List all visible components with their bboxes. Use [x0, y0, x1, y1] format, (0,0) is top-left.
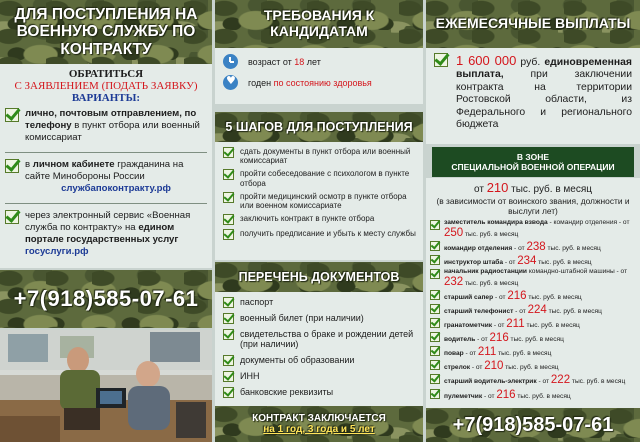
pay-amount: 224: [527, 304, 547, 317]
list-item: [430, 269, 637, 288]
pay-amount: 216: [507, 290, 527, 303]
column-payments: [426, 0, 640, 442]
pay-amount: 234: [517, 255, 537, 268]
position-name: пулеметчик: [444, 392, 483, 400]
document-text: свидетельства о браке и рождении детей (при наличии): [240, 329, 414, 350]
list-item: [430, 389, 637, 401]
document-text: военный билет (при наличии): [240, 313, 364, 323]
option-text-bold: лично, почтовым отправлением, по телефону: [25, 108, 197, 131]
step-text: получить предписание и убыть к месту службы: [240, 229, 416, 239]
pay-unit: тыс. руб. в месяц: [515, 392, 571, 400]
position-name: инструктор штаба: [444, 259, 504, 267]
pay-unit: тыс. руб. в месяц: [503, 364, 559, 372]
list-item: [5, 108, 207, 144]
step-text: сдать документы в пункт отбора или военный комиссариат: [240, 147, 411, 166]
intro-variants-label: ВАРИАНТЫ:: [71, 92, 141, 104]
pay-unit: тыс. руб. в месяц: [545, 244, 601, 252]
monthly-min-amount: 210: [486, 180, 509, 195]
option-text: в: [25, 158, 33, 170]
pay-unit: тыс. руб. в месяц: [570, 378, 626, 386]
list-item: [223, 387, 419, 398]
pay-text: - командир отделения - от: [547, 219, 630, 226]
checkmark-icon: [430, 241, 440, 251]
recruitment-photo: [0, 330, 212, 442]
checkmark-icon: [223, 297, 234, 308]
list-item: [430, 374, 637, 386]
position-name: повар: [444, 350, 464, 358]
pay-unit: тыс. руб. в месяц: [463, 280, 519, 288]
list-item: [223, 371, 419, 382]
requirements-list: [215, 48, 423, 104]
contract-site-link[interactable]: службапоконтракту.рф: [61, 182, 171, 194]
phone-number[interactable]: +7(918)585-07-61: [426, 408, 640, 442]
column-title: ТРЕБОВАНИЯ К КАНДИДАТАМ: [215, 0, 423, 48]
pay-text: - от: [513, 308, 528, 316]
list-item: [223, 214, 419, 225]
contract-terms: на 1 год, 3 года и 5 лет: [263, 424, 375, 435]
checkmark-icon: [430, 269, 440, 279]
document-text: ИНН: [240, 370, 260, 381]
contract-terms-banner: [215, 406, 423, 442]
checkmark-icon: [223, 214, 234, 225]
pay-text: - от: [536, 378, 551, 386]
checkmark-icon: [223, 371, 234, 382]
heart-icon: [223, 75, 238, 90]
monthly-note: (в зависимости от воинского звания, должности и выслуги лет): [436, 196, 630, 217]
pay-unit: тыс. руб. в месяц: [526, 294, 582, 302]
checkmark-icon: [5, 210, 19, 224]
pay-text: - от: [470, 364, 485, 372]
option-text: в пункт отбора или военный комиссариат: [25, 119, 200, 143]
checkmark-icon: [430, 360, 440, 370]
monthly-from: от 210 тыс. руб. в месяц (в зависимости от воинского звания, должности и выслуги лет): [426, 178, 640, 218]
checkmark-icon: [5, 108, 19, 122]
pay-unit: тыс. руб. в месяц: [546, 308, 602, 316]
checkmark-icon: [430, 290, 440, 300]
checkmark-icon: [223, 229, 234, 240]
position-name: водитель: [444, 336, 476, 344]
step-text: пройти медицинский осмотр в пункте отбора или военном комиссариате: [240, 191, 407, 210]
list-item: [430, 318, 637, 330]
lump-sum-label: единовременная выплата,: [456, 57, 632, 81]
position-name: командир отделения: [444, 244, 513, 252]
apply-intro: [0, 64, 212, 104]
pay-amount: 222: [550, 374, 571, 387]
column-requirements: [215, 0, 423, 442]
pay-unit: тыс. руб. в месяц: [508, 336, 564, 344]
divider: [5, 203, 207, 204]
pay-text: - от: [503, 259, 518, 267]
position-name: гранатометчик: [444, 322, 493, 330]
position-name: заместитель командира взвода: [444, 219, 548, 226]
pay-by-position-list: [426, 218, 640, 408]
checkmark-icon: [223, 147, 234, 158]
list-item: [223, 355, 419, 366]
column-title: ДЛЯ ПОСТУПЛЕНИЯ НА ВОЕННУЮ СЛУЖБУ ПО КОНТРАКТУ: [0, 0, 212, 64]
pay-unit: тыс. руб. в месяц: [496, 350, 552, 358]
step-text: пройти собеседование с психологом в пункте отбора: [240, 169, 410, 188]
intro-subheading: С ЗАЯВЛЕНИЕМ (ПОДАТЬ ЗАЯВКУ): [14, 80, 198, 92]
step-text: заключить контракт в пункте отбора: [240, 214, 375, 224]
apply-options-list: [0, 104, 212, 268]
list-item: [430, 241, 637, 253]
pay-text: - от: [463, 350, 478, 358]
intro-heading: ОБРАТИТЬСЯ: [68, 68, 144, 80]
checkmark-icon: [430, 346, 440, 356]
list-item: [223, 192, 419, 210]
pay-text: командно-штабной машины - от: [526, 268, 628, 276]
list-item: [5, 210, 207, 258]
pay-amount: 210: [484, 360, 504, 373]
clock-icon: [223, 54, 238, 69]
checkmark-icon: [223, 192, 234, 203]
requirement-health: ♥ годен по состоянию здоровья: [223, 75, 417, 90]
pay-text: - от: [482, 392, 497, 400]
checkmark-icon: [430, 332, 440, 342]
requirement-age: возраст от 18 лет: [223, 54, 417, 69]
pay-amount: 216: [489, 332, 509, 345]
checkmark-icon: [430, 318, 440, 328]
checkmark-icon: [430, 255, 440, 265]
checkmark-icon: [223, 355, 234, 366]
pay-unit: тыс. руб. в месяц: [463, 230, 519, 238]
pay-amount: 250: [444, 226, 464, 239]
pay-text: - от: [512, 244, 527, 252]
list-item: [430, 332, 637, 344]
pay-amount: 211: [506, 318, 525, 331]
list-item: [430, 255, 637, 267]
option-text: через электронный сервис «Военная служба по контракту» на: [25, 209, 191, 233]
pay-amount: 211: [477, 346, 497, 359]
checkmark-icon: [430, 374, 440, 384]
list-item: [430, 304, 637, 316]
documents-title: ПЕРЕЧЕНЬ ДОКУМЕНТОВ: [215, 262, 423, 292]
checkmark-icon: [223, 169, 234, 180]
list-item: [430, 220, 637, 239]
list-item: [430, 346, 637, 358]
pay-amount: 216: [496, 388, 516, 401]
pay-unit: тыс. руб. в месяц: [524, 322, 580, 330]
option-text-bold: едином портале государственных услуг: [25, 221, 179, 245]
checkmark-icon: [223, 329, 234, 340]
list-item: [223, 229, 419, 240]
pay-amount: 238: [526, 240, 546, 253]
column-title: ЕЖЕМЕСЯЧНЫЕ ВЫПЛАТЫ: [426, 0, 640, 48]
list-item: [223, 313, 419, 324]
pay-amount: 232: [444, 276, 464, 289]
contract-title: КОНТРАКТ ЗАКЛЮЧАЕТСЯ: [252, 412, 386, 424]
documents-list: [215, 292, 423, 406]
pay-text: - от: [475, 336, 490, 344]
list-item: [430, 290, 637, 302]
checkmark-icon: [223, 387, 234, 398]
checkmark-icon: [434, 53, 448, 67]
document-text: банковские реквизиты: [240, 386, 334, 397]
steps-list: [215, 142, 423, 260]
phone-number[interactable]: +7(918)585-07-61: [0, 270, 212, 328]
document-text: документы об образовании: [240, 354, 355, 365]
list-item: [5, 159, 207, 195]
steps-title: 5 ШАГОВ ДЛЯ ПОСТУПЛЕНИЯ: [215, 112, 423, 142]
position-name: старший водитель-электрик: [444, 378, 537, 386]
svo-zone-banner: В ЗОНЕ СПЕЦИАЛЬНОЙ ВОЕННОЙ ОПЕРАЦИИ: [432, 147, 634, 177]
gosuslugi-link[interactable]: госуслуги.рф: [25, 245, 89, 257]
option-text: гражданина на сайте Минобороны России: [25, 158, 184, 182]
list-item: [223, 147, 419, 165]
pay-unit: тыс. руб. в месяц: [536, 259, 592, 267]
lump-sum-text: при заключении контракта на территории Ростовской области, из Федерального и регионального бюджета: [456, 69, 632, 131]
column-how-to-apply: [0, 0, 212, 442]
pay-text: - от: [493, 294, 508, 302]
pay-text: - от: [492, 322, 507, 330]
list-item: [223, 169, 419, 187]
list-item: [223, 329, 419, 350]
divider: [5, 152, 207, 153]
option-text-bold: личном кабинете: [32, 158, 115, 170]
checkmark-icon: [430, 389, 440, 399]
checkmark-icon: [430, 304, 440, 314]
position-name: старший телефонист: [444, 308, 514, 316]
checkmark-icon: [5, 159, 19, 173]
lump-sum-payment: 1 600 000 руб. единовременная выплата, при заключении контракта на территории Ростовской области, из Федерального и регионального бюджета: [426, 48, 640, 144]
checkmark-icon: [223, 313, 234, 324]
list-item: [223, 297, 419, 308]
document-text: паспорт: [240, 297, 274, 307]
position-name: начальник радиостанции: [444, 268, 527, 276]
position-name: старший сапер: [444, 294, 494, 302]
lump-sum-amount: 1 600 000: [456, 53, 517, 68]
position-name: стрелок: [444, 364, 471, 372]
checkmark-icon: [430, 220, 440, 230]
list-item: [430, 360, 637, 372]
